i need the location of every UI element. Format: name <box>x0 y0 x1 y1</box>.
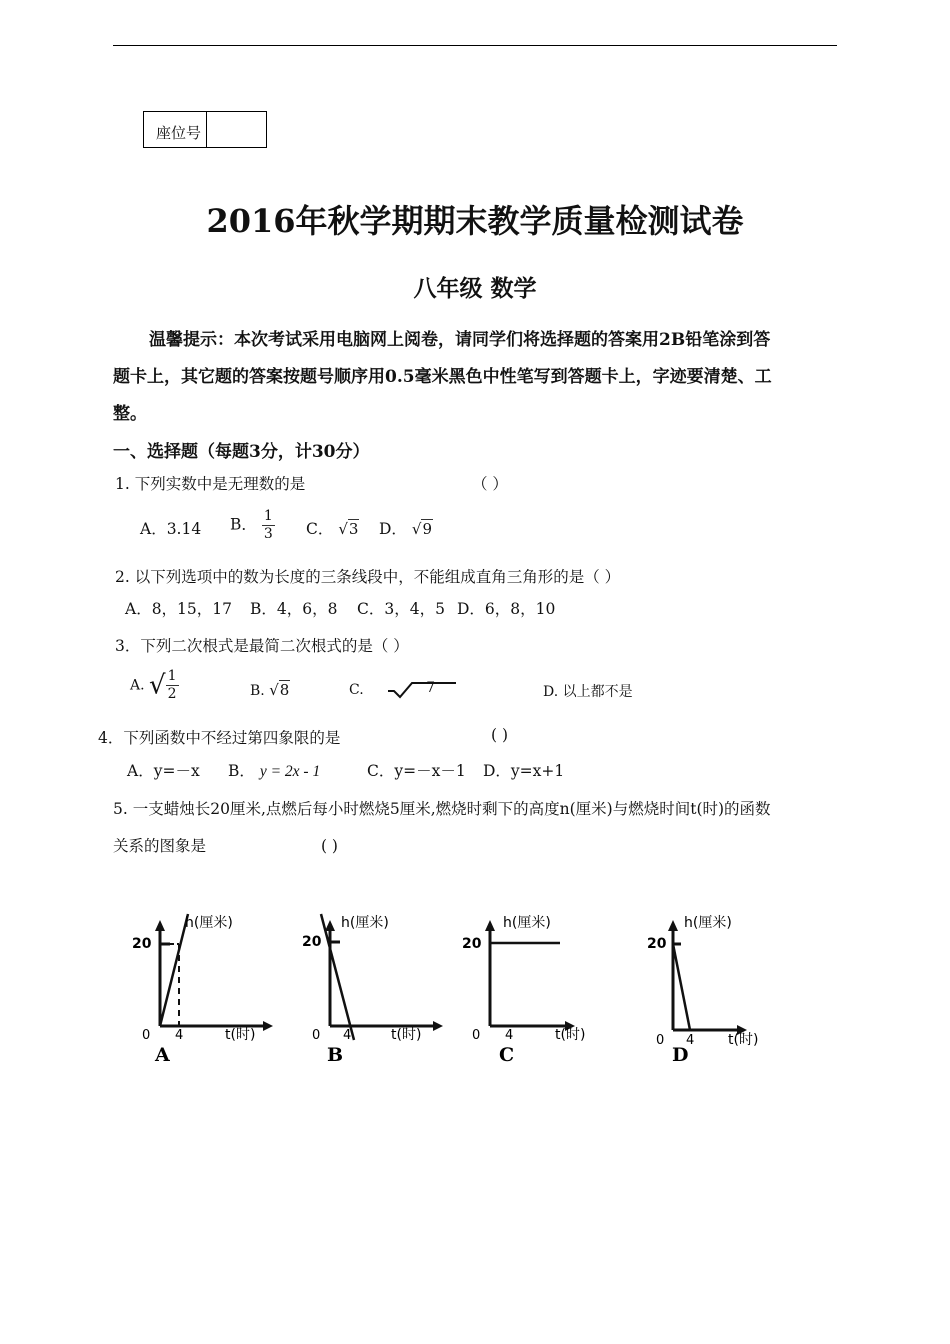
q2-option-a: A．8，15，17 <box>125 600 233 618</box>
graph-d <box>640 900 790 1070</box>
graph-b-y-tick-label: 20 <box>302 934 322 950</box>
graph-b-svg <box>295 900 445 1070</box>
q3-option-a <box>130 668 179 703</box>
graph-d-svg <box>640 900 790 1070</box>
q1-option-d <box>379 517 433 539</box>
exam-title: 2016年秋学期期末教学质量检测试卷 <box>206 202 744 240</box>
graph-c-letter: C <box>499 1044 515 1066</box>
header-rule <box>113 45 837 46</box>
q1-c-sqrt: √3 <box>338 520 359 538</box>
q3-option-d: D. 以上都不是 <box>543 684 633 700</box>
graph-a-svg <box>125 900 275 1070</box>
q5-line-2-text: 关系的图象是 <box>113 837 207 855</box>
q1-option-a: A．3.14 <box>140 520 202 538</box>
graph-b-x-arrow <box>433 1021 443 1031</box>
exam-subtitle: 八年级 数学 <box>413 275 537 302</box>
q3-stem: 3．下列二次根式是最简二次根式的是（ ） <box>115 637 409 655</box>
q1-option-b-fraction <box>262 508 275 543</box>
q4-option-b <box>228 759 320 781</box>
q3-option-a-label: A. <box>130 677 145 694</box>
graph-c-x-label: t(时) <box>555 1027 586 1043</box>
q2-option-d: D．6，8，10 <box>457 600 556 618</box>
graph-b-line <box>321 914 354 1040</box>
graph-a-x-arrow <box>263 1021 273 1031</box>
q1-option-b <box>230 508 275 543</box>
seat-number-box <box>143 111 267 148</box>
q5-line-1: 5. 一支蜡烛长20厘米,点燃后每小时燃烧5厘米,燃烧时剩下的高度n(厘米)与燃烧时间t(时)的函数 <box>113 800 771 818</box>
graph-d-origin: 0 <box>656 1033 665 1048</box>
q4-paren: ( ) <box>491 726 509 744</box>
graph-b-y-label: h(厘米) <box>341 915 389 931</box>
graph-d-line <box>673 944 690 1030</box>
q1-option-d-label: D． <box>379 520 407 538</box>
q1-option-c-label: C． <box>306 520 334 538</box>
q1-option-b-label: B． <box>230 515 257 534</box>
graph-b-y-arrow <box>325 920 335 931</box>
q2-option-c: C．3，4，5 <box>357 600 445 618</box>
graph-c-y-arrow <box>485 920 495 931</box>
notice-paragraph <box>113 322 841 433</box>
graph-c-y-tick-label: 20 <box>462 936 482 952</box>
graph-a-x-label: t(时) <box>225 1027 256 1043</box>
q5-paren: ( ) <box>320 837 338 855</box>
graph-b-x-tick-label: 4 <box>343 1028 352 1043</box>
q3-b-radicand: 8 <box>279 681 290 699</box>
q5-line-2 <box>113 828 843 865</box>
graph-c-origin: 0 <box>472 1028 481 1043</box>
graph-a-y-label: h(厘米) <box>185 915 233 931</box>
graph-a <box>125 900 275 1070</box>
graph-d-x-label: t(时) <box>728 1032 759 1048</box>
notice-line-2: 题卡上，其它题的答案按题号顺序用0.5毫米黑色中性笔写到答题卡上，字迹要清楚、工 <box>113 367 772 387</box>
q4-stem: 4．下列函数中不经过第四象限的是 <box>98 729 341 747</box>
graph-b <box>295 900 445 1070</box>
q4-option-c: C．y=－x－1 <box>367 762 466 780</box>
graph-b-letter: B <box>327 1044 344 1066</box>
seat-divider <box>206 112 207 147</box>
q1-d-radicand: 9 <box>422 520 432 538</box>
q3-a-denominator: 2 <box>167 686 177 702</box>
q5-stem <box>113 791 843 865</box>
graph-a-x-tick-label: 4 <box>175 1028 184 1043</box>
q3-b-sqrt: √8 <box>269 681 290 699</box>
q1-b-denominator: 3 <box>263 526 273 542</box>
graph-a-letter: A <box>155 1044 170 1066</box>
graph-d-y-label: h(厘米) <box>684 915 732 931</box>
graph-c-y-label: h(厘米) <box>503 915 551 931</box>
q1-paren: （ ） <box>472 475 508 493</box>
q3-a-numerator: 1 <box>167 668 177 684</box>
q4-option-b-expr: y = 2x - 1 <box>259 763 321 780</box>
graph-a-origin: 0 <box>142 1028 151 1043</box>
graph-b-origin: 0 <box>312 1028 321 1043</box>
q3-option-b <box>250 681 290 699</box>
q3-option-c-label: C. <box>349 682 364 698</box>
q3-option-b-label: B. <box>250 683 265 699</box>
q1-d-sqrt: √9 <box>411 520 432 538</box>
q2-option-b: B．4，6，8 <box>250 600 338 618</box>
q3-c-handwritten-sqrt <box>386 681 462 699</box>
graph-c-x-tick-label: 4 <box>505 1028 514 1043</box>
graph-a-y-tick-label: 20 <box>132 936 152 952</box>
graph-c-svg <box>455 900 605 1070</box>
q2-stem: 2. 以下列选项中的数为长度的三条线段中，不能组成直角三角形的是（ ） <box>115 568 621 586</box>
q1-stem: 1. 下列实数中是无理数的是 <box>115 475 306 493</box>
q3-c-radical-drawing <box>386 681 462 699</box>
graph-b-x-label: t(时) <box>391 1027 422 1043</box>
notice-line-1: 温馨提示：本次考试采用电脑网上阅卷，请同学们将选择题的答案用2B铅笔涂到答 <box>149 330 771 350</box>
graph-d-y-arrow <box>668 920 678 931</box>
q1-b-numerator: 1 <box>263 508 273 524</box>
graph-d-x-tick-label: 4 <box>686 1033 695 1048</box>
notice-line-3: 整。 <box>113 404 147 424</box>
q3-a-radical-sign: √ <box>149 670 166 701</box>
graph-d-y-tick-label: 20 <box>647 936 667 952</box>
graph-c <box>455 900 605 1070</box>
q3-option-c <box>349 681 462 699</box>
graph-a-y-arrow <box>155 920 165 931</box>
q3-c-radicand: 7 <box>426 680 436 696</box>
q4-option-d: D．y=x+1 <box>483 762 565 780</box>
q1-c-radicand: 3 <box>348 520 359 538</box>
q4-option-b-label: B． <box>228 762 255 780</box>
q1-option-c <box>306 517 359 539</box>
q4-option-a: A．y=－x <box>127 762 200 780</box>
graph-d-letter: D <box>672 1044 689 1066</box>
q3-a-fraction <box>166 668 179 703</box>
seat-label: 座位号 <box>156 124 202 142</box>
section-heading-choice: 一、选择题（每题3分，计30分） <box>113 442 370 462</box>
